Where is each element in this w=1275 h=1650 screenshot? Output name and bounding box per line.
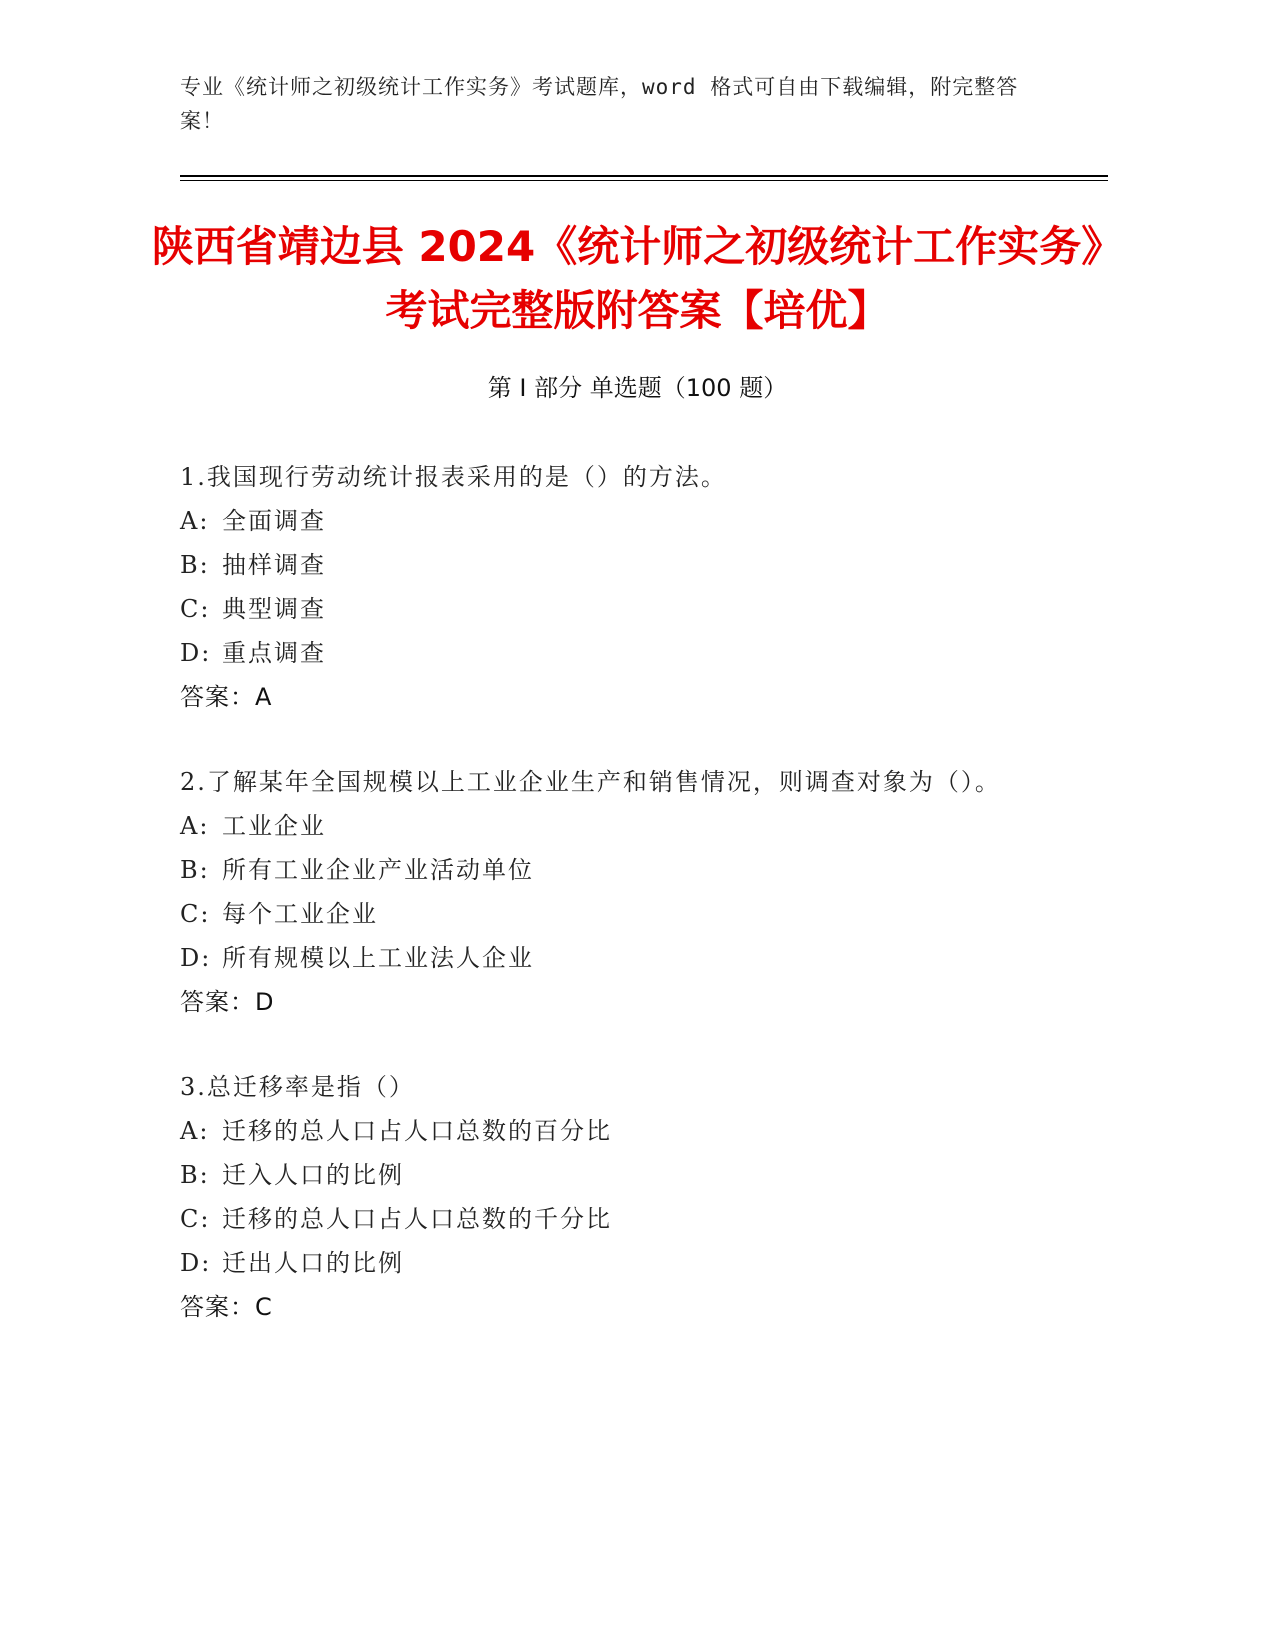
option-c bbox=[180, 587, 1060, 631]
document-title: 陕西省靖边县 2024《统计师之初级统计工作实务》考试完整版附答案【培优】 bbox=[151, 222, 1124, 335]
section-title: 第 I 部分 单选题（100 题） bbox=[487, 374, 788, 402]
option-c bbox=[180, 892, 1060, 936]
question-3 bbox=[180, 1065, 1060, 1329]
option-letter: A: bbox=[180, 507, 210, 535]
option-letter: B: bbox=[180, 1161, 210, 1189]
option-a bbox=[180, 1109, 1060, 1153]
header-rule-thin bbox=[180, 180, 1108, 181]
option-text: 迁移的总人口占人口总数的千分比 bbox=[222, 1205, 612, 1233]
option-text: 迁出人口的比例 bbox=[222, 1249, 404, 1277]
option-letter: A: bbox=[180, 812, 210, 840]
option-text: 迁移的总人口占人口总数的百分比 bbox=[222, 1117, 612, 1145]
option-letter: A: bbox=[180, 1117, 210, 1145]
option-text: 所有规模以上工业法人企业 bbox=[222, 944, 534, 972]
option-text: 典型调查 bbox=[222, 595, 326, 623]
option-text: 迁入人口的比例 bbox=[222, 1161, 404, 1189]
option-a bbox=[180, 804, 1060, 848]
question-list bbox=[180, 455, 1060, 1370]
option-text: 工业企业 bbox=[222, 812, 326, 840]
option-c bbox=[180, 1197, 1060, 1241]
option-d bbox=[180, 936, 1060, 980]
answer-line: 答案：A bbox=[180, 683, 273, 711]
option-text: 全面调查 bbox=[222, 507, 326, 535]
option-letter: C: bbox=[180, 900, 211, 928]
option-letter: C: bbox=[180, 1205, 211, 1233]
option-text: 所有工业企业产业活动单位 bbox=[222, 856, 534, 884]
question-stem: 1.我国现行劳动统计报表采用的是（）的方法。 bbox=[180, 463, 727, 491]
question-1 bbox=[180, 455, 1060, 719]
question-stem: 2.了解某年全国规模以上工业企业生产和销售情况，则调查对象为（）。 bbox=[180, 768, 1001, 796]
option-text: 重点调查 bbox=[222, 639, 326, 667]
option-text: 抽样调查 bbox=[222, 551, 326, 579]
option-letter: D: bbox=[180, 1249, 212, 1277]
header-note: 专业《统计师之初级统计工作实务》考试题库，word 格式可自由下载编辑，附完整答案！ bbox=[180, 75, 1019, 133]
option-letter: C: bbox=[180, 595, 211, 623]
answer-line: 答案：C bbox=[180, 1293, 273, 1321]
option-b bbox=[180, 1153, 1060, 1197]
option-a bbox=[180, 499, 1060, 543]
question-stem: 3.总迁移率是指（） bbox=[180, 1073, 415, 1101]
option-b bbox=[180, 543, 1060, 587]
option-d bbox=[180, 1241, 1060, 1285]
option-d bbox=[180, 631, 1060, 675]
option-letter: D: bbox=[180, 639, 212, 667]
option-b bbox=[180, 848, 1060, 892]
answer-line: 答案：D bbox=[180, 988, 275, 1016]
option-letter: B: bbox=[180, 856, 210, 884]
header-rule-thick bbox=[180, 175, 1108, 177]
option-letter: D: bbox=[180, 944, 212, 972]
option-text: 每个工业企业 bbox=[222, 900, 378, 928]
question-2 bbox=[180, 760, 1060, 1024]
option-letter: B: bbox=[180, 551, 210, 579]
